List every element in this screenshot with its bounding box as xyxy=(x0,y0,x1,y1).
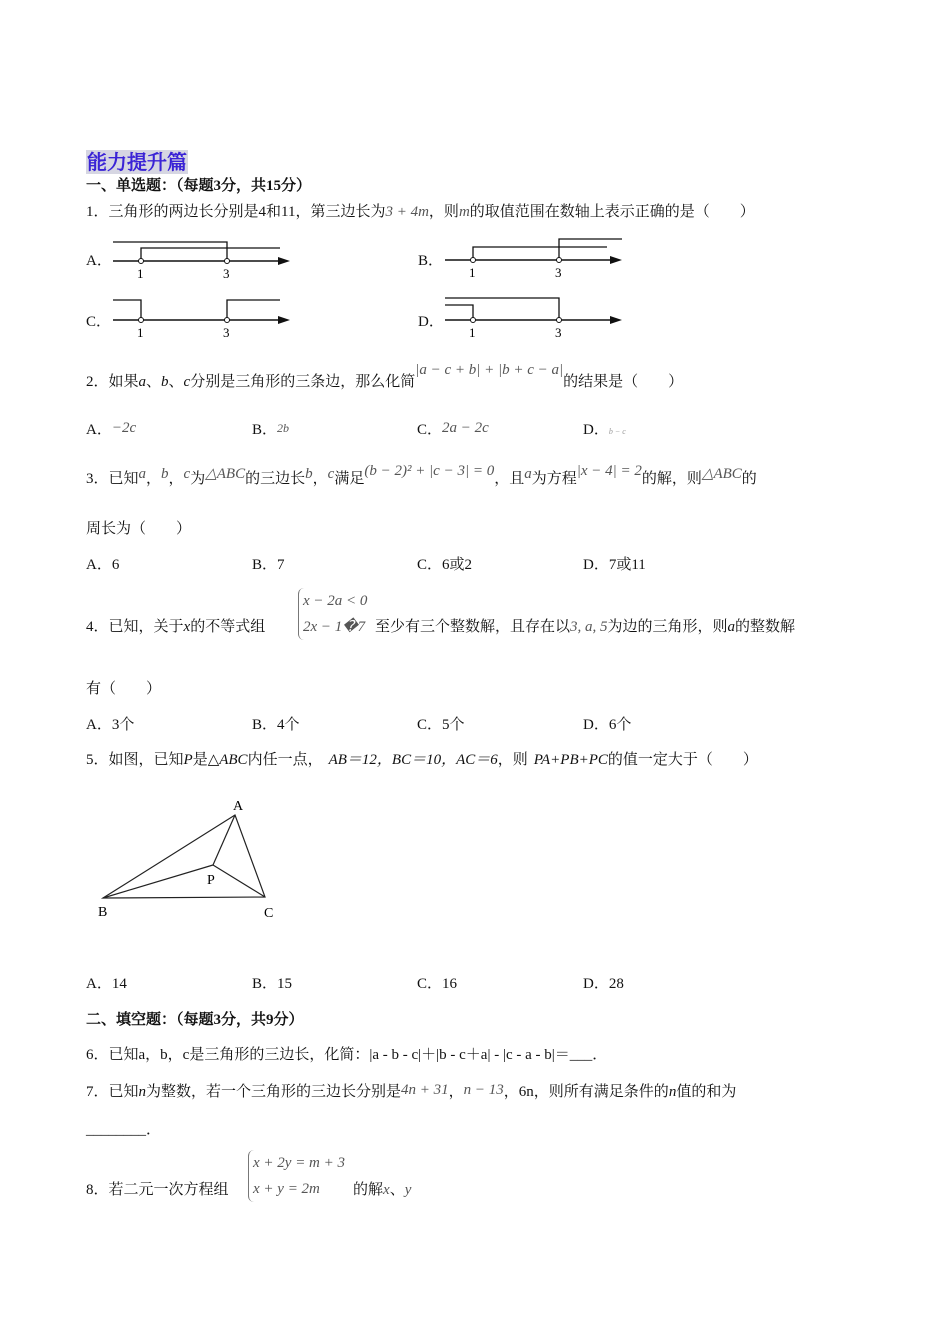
q5-text: 的值一定大于（ ） xyxy=(607,752,758,768)
q4-text: 4．已知，关于 xyxy=(86,619,184,635)
q5-text: 是△ xyxy=(192,752,220,768)
q3-text: 的解，则 xyxy=(641,471,702,487)
q8-text: 的解 xyxy=(353,1182,384,1198)
q1-option-c[interactable]: C． xyxy=(86,314,112,330)
q7-text: ， xyxy=(448,1084,464,1100)
q3-var: c xyxy=(327,466,335,482)
q4-var: x xyxy=(183,619,191,635)
option-label: C． xyxy=(417,422,443,438)
q3-option-a[interactable]: A．6 xyxy=(86,557,120,573)
q4-text: 至少有三个整数解，且存在以 xyxy=(375,619,571,635)
q2-sep: 、 xyxy=(168,374,184,390)
option-label: B． xyxy=(252,422,278,438)
q8-equation-1: x + 2y = m + 3 xyxy=(253,1155,346,1171)
q1-option-a[interactable]: A． xyxy=(86,253,112,269)
q7-answer-blank[interactable]: ________． xyxy=(86,1122,162,1138)
q3-var: a xyxy=(138,466,147,482)
q1-math: 3 + 4m xyxy=(385,204,429,220)
q4-option-c[interactable]: C．5个 xyxy=(417,717,465,733)
q3-option-d[interactable]: D．7或11 xyxy=(583,557,646,573)
q8-system xyxy=(248,1150,345,1202)
q3-math: △ABC xyxy=(701,466,742,482)
q3-math: △ABC xyxy=(205,466,246,482)
q3-var: b xyxy=(305,466,313,482)
q3-text: ， xyxy=(168,471,184,487)
q3-option-c[interactable]: C．6或2 xyxy=(417,557,473,573)
label-b: B xyxy=(98,905,108,920)
label-c: C xyxy=(264,906,274,921)
tick-label-3: 3 xyxy=(555,325,562,340)
q4-inequality-2: 2x − 1�7 xyxy=(303,619,366,635)
q5-condition: AB＝12，BC＝10，AC＝6 xyxy=(328,752,498,768)
tick-label-1: 1 xyxy=(137,325,144,340)
q4-text: 的整数解 xyxy=(735,619,796,635)
question-7 xyxy=(86,1082,736,1102)
segment-pc xyxy=(213,865,265,897)
q5-option-b[interactable]: B．15 xyxy=(252,976,293,992)
tick-label-1: 1 xyxy=(469,325,476,340)
q4-text: 的不等式组 xyxy=(190,619,266,635)
q8-var: x xyxy=(383,1182,390,1198)
option-value: b − c xyxy=(608,427,626,436)
q7-text: ，6n，则所有满足条件的 xyxy=(503,1084,669,1100)
q5-option-d[interactable]: D．28 xyxy=(583,976,624,992)
q2-math: |a − c + b| + |b + c − a| xyxy=(415,362,564,378)
q1-option-b[interactable]: B． xyxy=(418,253,444,269)
q2-text: 2．如果 xyxy=(86,374,139,390)
q3-text: 为 xyxy=(190,471,206,487)
q4-line-2: 有（ ） xyxy=(86,681,162,697)
q5-text: ，则 xyxy=(497,752,528,768)
q1-text: 的取值范围在数轴上表示正确的是（ ） xyxy=(469,204,755,220)
q2-sep: 、 xyxy=(146,374,162,390)
question-8: 8．若二元一次方程组 xyxy=(86,1182,229,1198)
option-label: A． xyxy=(86,422,112,438)
q1-text: 1．三角形的两边长分别是4和11，第三边长为 xyxy=(86,204,386,220)
option-value: 2b xyxy=(277,421,290,435)
tick-label-3: 3 xyxy=(223,325,230,340)
q4-text: 为边的三角形，则 xyxy=(607,619,728,635)
q2-text: 分别是三角形的三条边，那么化简 xyxy=(190,374,416,390)
q7-var: n xyxy=(668,1084,677,1100)
q5-option-c[interactable]: C．16 xyxy=(417,976,458,992)
q5-option-a[interactable]: A．14 xyxy=(86,976,127,992)
q4-option-b[interactable]: B．4个 xyxy=(252,717,300,733)
q8-equation-2: x + y = 2m xyxy=(253,1181,320,1197)
q2-var: a xyxy=(138,374,147,390)
q7-text: 为整数，若一个三角形的三边长分别是 xyxy=(146,1084,402,1100)
q8-var: y xyxy=(404,1182,412,1198)
q7-math: 4n + 31 xyxy=(401,1082,449,1098)
q3-math: (b − 2)² + |c − 3| = 0 xyxy=(364,463,495,479)
tick-label-3: 3 xyxy=(555,265,562,280)
q5-text: 5．如图，已知 xyxy=(86,752,184,768)
q7-math: n − 13 xyxy=(463,1082,504,1098)
q1-text: ，则 xyxy=(428,204,459,220)
label-p: P xyxy=(207,873,215,888)
q3-text: ， xyxy=(312,471,328,487)
page-title: 能力提升篇 xyxy=(87,150,187,174)
q1-math: m xyxy=(458,204,470,220)
section2-heading: 二、填空题：（每题3分，共9分） xyxy=(86,1012,304,1028)
q5-var: P xyxy=(183,752,193,768)
q5-text: 内任一点， xyxy=(247,752,323,768)
q5-expression: PA+PB+PC xyxy=(533,752,608,768)
segment-pb xyxy=(103,865,213,898)
q4-var: a xyxy=(727,619,736,635)
q3-text: 为方程 xyxy=(531,471,577,487)
option-value: 2a − 2c xyxy=(442,420,489,436)
q3-line-2: 周长为（ ） xyxy=(86,521,192,537)
question-6: 6．已知a，b，c是三角形的三边长，化简：|a - b - c|＋|b - c＋a| - |c - a - b|＝___． xyxy=(86,1047,608,1063)
q8-continued xyxy=(353,1180,411,1200)
option-value: −2c xyxy=(111,420,137,436)
q4-math: 3, a, 5 xyxy=(570,619,608,635)
q2-var: b xyxy=(161,374,169,390)
q3-text: 满足 xyxy=(334,471,365,487)
q3-text: ，且 xyxy=(494,471,525,487)
q7-text: 值的和为 xyxy=(676,1084,737,1100)
q4-option-a[interactable]: A．3个 xyxy=(86,717,135,733)
option-label: D． xyxy=(583,422,609,438)
q3-option-b[interactable]: B．7 xyxy=(252,557,285,573)
q1-option-d[interactable]: D． xyxy=(418,314,444,330)
q3-text: 的三边长 xyxy=(245,471,306,487)
q4-option-d[interactable]: D．6个 xyxy=(583,717,632,733)
tick-label-1: 1 xyxy=(469,265,476,280)
q7-var: n xyxy=(138,1084,147,1100)
label-a: A xyxy=(233,799,244,814)
q3-var: b xyxy=(161,466,169,482)
section1-heading: 一、单选题：（每题3分，共15分） xyxy=(86,178,312,194)
q2-text: 的结果是（ ） xyxy=(563,374,684,390)
q3-math: |x − 4| = 2 xyxy=(576,463,642,479)
q4-inequality-1: x − 2a < 0 xyxy=(303,593,368,609)
q3-var: c xyxy=(183,466,191,482)
q3-text: ， xyxy=(146,471,162,487)
tick-label-1: 1 xyxy=(137,266,144,281)
q3-var: a xyxy=(524,466,532,482)
tick-label-3: 3 xyxy=(223,266,230,281)
q3-text: 的 xyxy=(741,471,757,487)
q3-text: 3．已知 xyxy=(86,471,139,487)
q8-text: 、 xyxy=(389,1182,405,1198)
q7-text: 7．已知 xyxy=(86,1084,139,1100)
q5-var: ABC xyxy=(219,752,248,768)
q2-var: c xyxy=(183,374,191,390)
triangle-abc xyxy=(103,815,265,898)
